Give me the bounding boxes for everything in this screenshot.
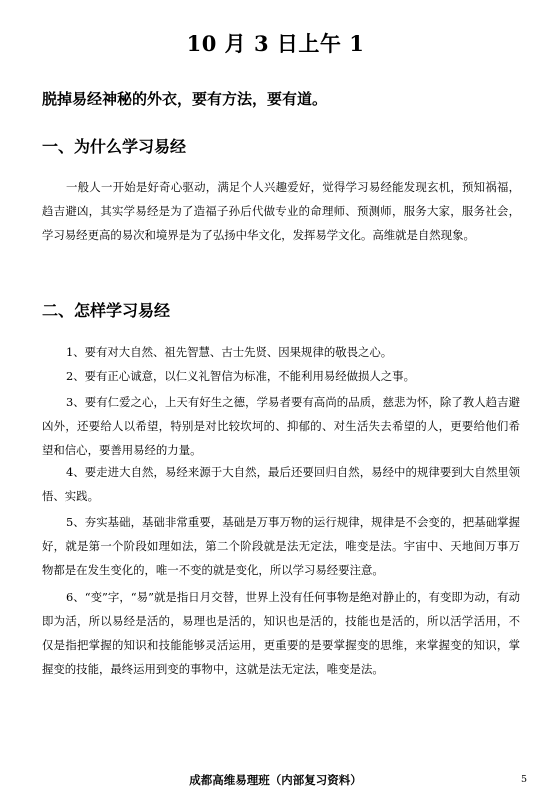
footer-text: 成都高维易理班（内部复习资料）: [189, 773, 362, 787]
section-heading-why: 一、为什么学习易经: [42, 137, 187, 156]
list-item: 4、要走进大自然，易经来源于大自然，最后还要回归自然，易经中的规律要到大自然里领悟、实践。: [42, 465, 520, 503]
list-item: 1、要有对大自然、祖先智慧、古士先贤、因果规律的敬畏之心。: [66, 345, 393, 359]
section-heading-how: 二、怎样学习易经: [42, 301, 171, 320]
section-paragraph-why: 一般人一开始是好奇心驱动，满足个人兴趣爱好，觉得学习易经能发现玄机，预知祸福，趋吉避凶，其实学易经是为了造福子孙后代做专业的命理师、预测师，服务大家，服务社会，学习易经更高的易次和境界是为了弘扬中华文化，发挥易学文化。高维就是自然现象。: [42, 180, 520, 242]
list-item: 2、要有正心诚意，以仁义礼智信为标准，不能利用易经做损人之事。: [66, 369, 415, 383]
list-item: 6、“变”字，“易”就是指日月交替，世界上没有任何事物是绝对静止的，有变即为动，有动即为活，所以易经是活的，易理也是活的，知识也是活的，技能也是活的，所以活学活用，不仅是指把掌握的知识和技能能够灵活运用，更重要的是要掌握变的思维，来掌握变的知识，掌握变的技能，最终运用到变的事物中，这就是法无定法，唯变是法。: [42, 590, 520, 676]
list-item: 3、要有仁爱之心，上天有好生之德，学易者要有高尚的品质，慈悲为怀，除了教人趋吉避凶外，还要给人以希望，特别是对比较坎坷的、抑郁的、对生活失去希望的人，更要给他们希望和信心，要善用易经的力量。: [42, 395, 520, 457]
page-number: 5: [521, 774, 528, 785]
page-title: 10 月 3 日上午 1: [186, 31, 365, 56]
list-item: 5、夯实基础，基础非常重要，基础是万事万物的运行规律，规律是不会变的，把基础掌握好，就是第一个阶段如理如法，第二个阶段就是法无定法，唯变是法。宇宙中、天地间万事万物都是在发生变化的，唯一不变的就是变化，所以学习易经要注意。: [42, 515, 520, 577]
lead-statement: 脱掉易经神秘的外衣，要有方法，要有道。: [42, 90, 328, 108]
